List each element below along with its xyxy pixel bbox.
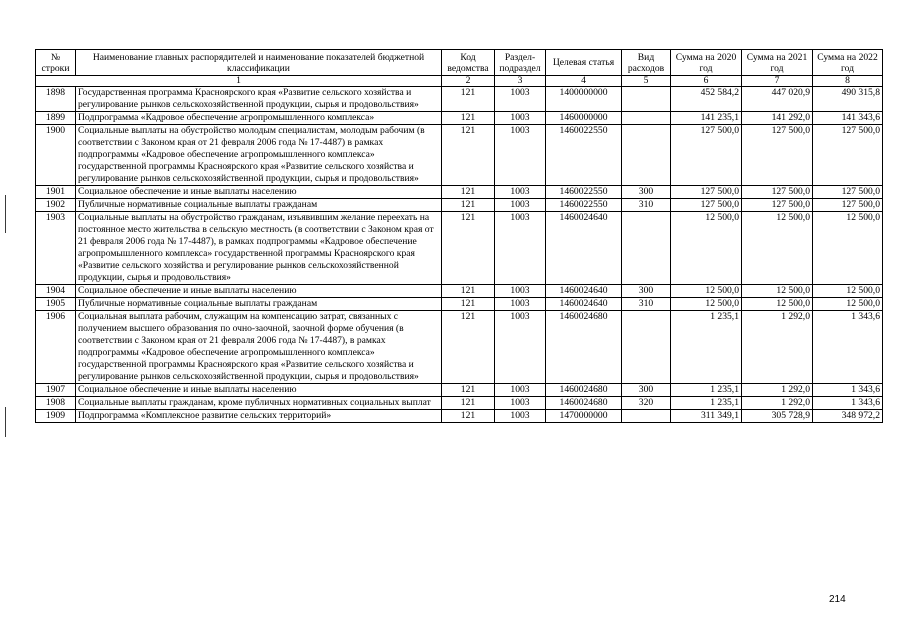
table-row (36, 199, 883, 212)
target-article: 1460024680 (546, 397, 622, 410)
table-row (36, 186, 883, 199)
sum-2020: 12 500,0 (671, 285, 742, 298)
sum-2021: 447 020,9 (742, 87, 813, 112)
sum-2022: 1 343,6 (813, 311, 883, 384)
table-row (36, 112, 883, 125)
header-target-article: Целевая статья (546, 50, 622, 76)
section-code: 1003 (495, 212, 546, 285)
section-code: 1003 (495, 285, 546, 298)
target-article: 1460000000 (546, 112, 622, 125)
sum-2022: 127 500,0 (813, 199, 883, 212)
expense-type (622, 112, 671, 125)
section-code: 1003 (495, 125, 546, 186)
sum-2020: 12 500,0 (671, 212, 742, 285)
section-code: 1003 (495, 298, 546, 311)
sum-2022: 12 500,0 (813, 285, 883, 298)
sum-2020: 141 235,1 (671, 112, 742, 125)
sum-2020: 1 235,1 (671, 384, 742, 397)
sum-2022: 127 500,0 (813, 186, 883, 199)
target-article: 1460022550 (546, 186, 622, 199)
section-code: 1003 (495, 384, 546, 397)
sum-2021: 12 500,0 (742, 298, 813, 311)
sum-2021: 305 728,9 (742, 410, 813, 423)
header-row (36, 50, 883, 76)
scan-edge-mark (5, 407, 6, 437)
sum-2020: 311 349,1 (671, 410, 742, 423)
header-expense-type: Вид расходов (622, 50, 671, 76)
sum-2022: 127 500,0 (813, 125, 883, 186)
page-number: 214 (829, 594, 846, 605)
target-article: 1400000000 (546, 87, 622, 112)
department-code: 121 (442, 87, 495, 112)
row-number: 1902 (36, 199, 76, 212)
row-number: 1900 (36, 125, 76, 186)
section-code: 1003 (495, 87, 546, 112)
header-department-code: Код ведомства (442, 50, 495, 76)
sum-2021: 127 500,0 (742, 186, 813, 199)
sum-2021: 127 500,0 (742, 125, 813, 186)
row-number: 1904 (36, 285, 76, 298)
sum-2022: 1 343,6 (813, 384, 883, 397)
expense-type: 300 (622, 186, 671, 199)
expense-type (622, 212, 671, 285)
expense-type (622, 125, 671, 186)
target-article: 1460024680 (546, 384, 622, 397)
section-code: 1003 (495, 186, 546, 199)
sum-2022: 12 500,0 (813, 298, 883, 311)
row-name: Социальное обеспечение и иные выплаты населению (76, 186, 442, 199)
department-code: 121 (442, 397, 495, 410)
sum-2020: 127 500,0 (671, 125, 742, 186)
header-sum-2022: Сумма на 2022 год (813, 50, 883, 76)
expense-type: 300 (622, 285, 671, 298)
expense-type: 300 (622, 384, 671, 397)
header-sum-2020: Сумма на 2020 год (671, 50, 742, 76)
column-number: 5 (622, 76, 671, 87)
row-number: 1905 (36, 298, 76, 311)
row-number: 1907 (36, 384, 76, 397)
sum-2022: 1 343,6 (813, 397, 883, 410)
expense-type (622, 311, 671, 384)
header-section: Раздел-подраздел (495, 50, 546, 76)
column-number: 4 (546, 76, 622, 87)
department-code: 121 (442, 125, 495, 186)
department-code: 121 (442, 410, 495, 423)
sum-2020: 1 235,1 (671, 397, 742, 410)
expense-type: 320 (622, 397, 671, 410)
sum-2021: 12 500,0 (742, 285, 813, 298)
budget-table (35, 49, 883, 423)
target-article: 1460024640 (546, 212, 622, 285)
row-number: 1906 (36, 311, 76, 384)
sum-2020: 127 500,0 (671, 186, 742, 199)
sum-2021: 127 500,0 (742, 199, 813, 212)
table-row (36, 397, 883, 410)
department-code: 121 (442, 199, 495, 212)
row-name: Социальные выплаты на обустройство гражданам, изъявившим желание переехать на постоянное место жительства в сельскую местность (в соответствии с Законом края от 21 февраля 2006 года № 17-4487), в рамках подпрограммы «Кадровое обеспечение агропромышленного комплекса» государственной программы Красноярского края «Развитие сельского хозяйства и регулирование рынков сельскохозяйственной продукции, сырья и продовольствия» (76, 212, 442, 285)
sum-2022: 348 972,2 (813, 410, 883, 423)
sum-2020: 1 235,1 (671, 311, 742, 384)
section-code: 1003 (495, 397, 546, 410)
column-number: 2 (442, 76, 495, 87)
row-number: 1908 (36, 397, 76, 410)
sum-2022: 490 315,8 (813, 87, 883, 112)
target-article: 1460022550 (546, 125, 622, 186)
column-number-row (36, 76, 883, 87)
table-row (36, 212, 883, 285)
row-name: Государственная программа Красноярского края «Развитие сельского хозяйства и регулирование рынков сельскохозяйственной продукции, сырья и продовольствия» (76, 87, 442, 112)
table-row (36, 311, 883, 384)
target-article: 1470000000 (546, 410, 622, 423)
target-article: 1460024640 (546, 285, 622, 298)
column-number: 1 (36, 76, 442, 87)
sum-2021: 12 500,0 (742, 212, 813, 285)
column-number: 6 (671, 76, 742, 87)
row-number: 1903 (36, 212, 76, 285)
target-article: 1460024680 (546, 311, 622, 384)
row-name: Публичные нормативные социальные выплаты гражданам (76, 298, 442, 311)
department-code: 121 (442, 311, 495, 384)
sum-2021: 1 292,0 (742, 384, 813, 397)
sum-2021: 141 292,0 (742, 112, 813, 125)
column-number: 3 (495, 76, 546, 87)
row-name: Социальное обеспечение и иные выплаты населению (76, 285, 442, 298)
table-body (36, 87, 883, 423)
row-number: 1901 (36, 186, 76, 199)
department-code: 121 (442, 186, 495, 199)
expense-type: 310 (622, 298, 671, 311)
department-code: 121 (442, 112, 495, 125)
row-number: 1909 (36, 410, 76, 423)
table-row (36, 298, 883, 311)
row-name: Подпрограмма «Комплексное развитие сельских территорий» (76, 410, 442, 423)
sum-2020: 12 500,0 (671, 298, 742, 311)
sum-2022: 141 343,6 (813, 112, 883, 125)
row-name: Социальное обеспечение и иные выплаты населению (76, 384, 442, 397)
table-row (36, 125, 883, 186)
row-number: 1898 (36, 87, 76, 112)
sum-2021: 1 292,0 (742, 311, 813, 384)
table-row (36, 410, 883, 423)
table-row (36, 384, 883, 397)
expense-type: 310 (622, 199, 671, 212)
target-article: 1460022550 (546, 199, 622, 212)
scan-edge-mark (5, 195, 6, 233)
sum-2020: 452 584,2 (671, 87, 742, 112)
row-name: Социальные выплаты гражданам, кроме публичных нормативных социальных выплат (76, 397, 442, 410)
section-code: 1003 (495, 410, 546, 423)
row-name: Социальная выплата рабочим, служащим на компенсацию затрат, связанных с получением высшего образования по очно-заочной, заочной форме обучения (в соответствии с Законом края от 21 февраля 2006 года № 17-4487), в рамках подпрограммы «Кадровое обеспечение агропромышленного комплекса» государственной программы Красноярского края «Развитие сельского хозяйства и регулирование рынков сельскохозяйственной продукции, сырья и продовольствия» (76, 311, 442, 384)
column-number: 7 (742, 76, 813, 87)
section-code: 1003 (495, 311, 546, 384)
section-code: 1003 (495, 199, 546, 212)
department-code: 121 (442, 285, 495, 298)
department-code: 121 (442, 212, 495, 285)
department-code: 121 (442, 298, 495, 311)
header-sum-2021: Сумма на 2021 год (742, 50, 813, 76)
expense-type (622, 410, 671, 423)
table-row (36, 285, 883, 298)
sum-2020: 127 500,0 (671, 199, 742, 212)
department-code: 121 (442, 384, 495, 397)
row-name: Социальные выплаты на обустройство молодым специалистам, молодым рабочим (в соответствии с Законом края от 21 февраля 2006 года № 17-4487) в рамках подпрограммы «Кадровое обеспечение агропромышленного комплекса» государственной программы Красноярского края «Развитие сельского хозяйства и регулирование рынков сельскохозяйственной продукции, сырья и продовольствия» (76, 125, 442, 186)
row-name: Публичные нормативные социальные выплаты гражданам (76, 199, 442, 212)
sum-2022: 12 500,0 (813, 212, 883, 285)
row-number: 1899 (36, 112, 76, 125)
table-row (36, 87, 883, 112)
expense-type (622, 87, 671, 112)
header-row-number: № строки (36, 50, 76, 76)
section-code: 1003 (495, 112, 546, 125)
row-name: Подпрограмма «Кадровое обеспечение агропромышленного комплекса» (76, 112, 442, 125)
target-article: 1460024640 (546, 298, 622, 311)
sum-2021: 1 292,0 (742, 397, 813, 410)
header-name: Наименование главных распорядителей и наименование показателей бюджетной классификации (76, 50, 442, 76)
column-number: 8 (813, 76, 883, 87)
